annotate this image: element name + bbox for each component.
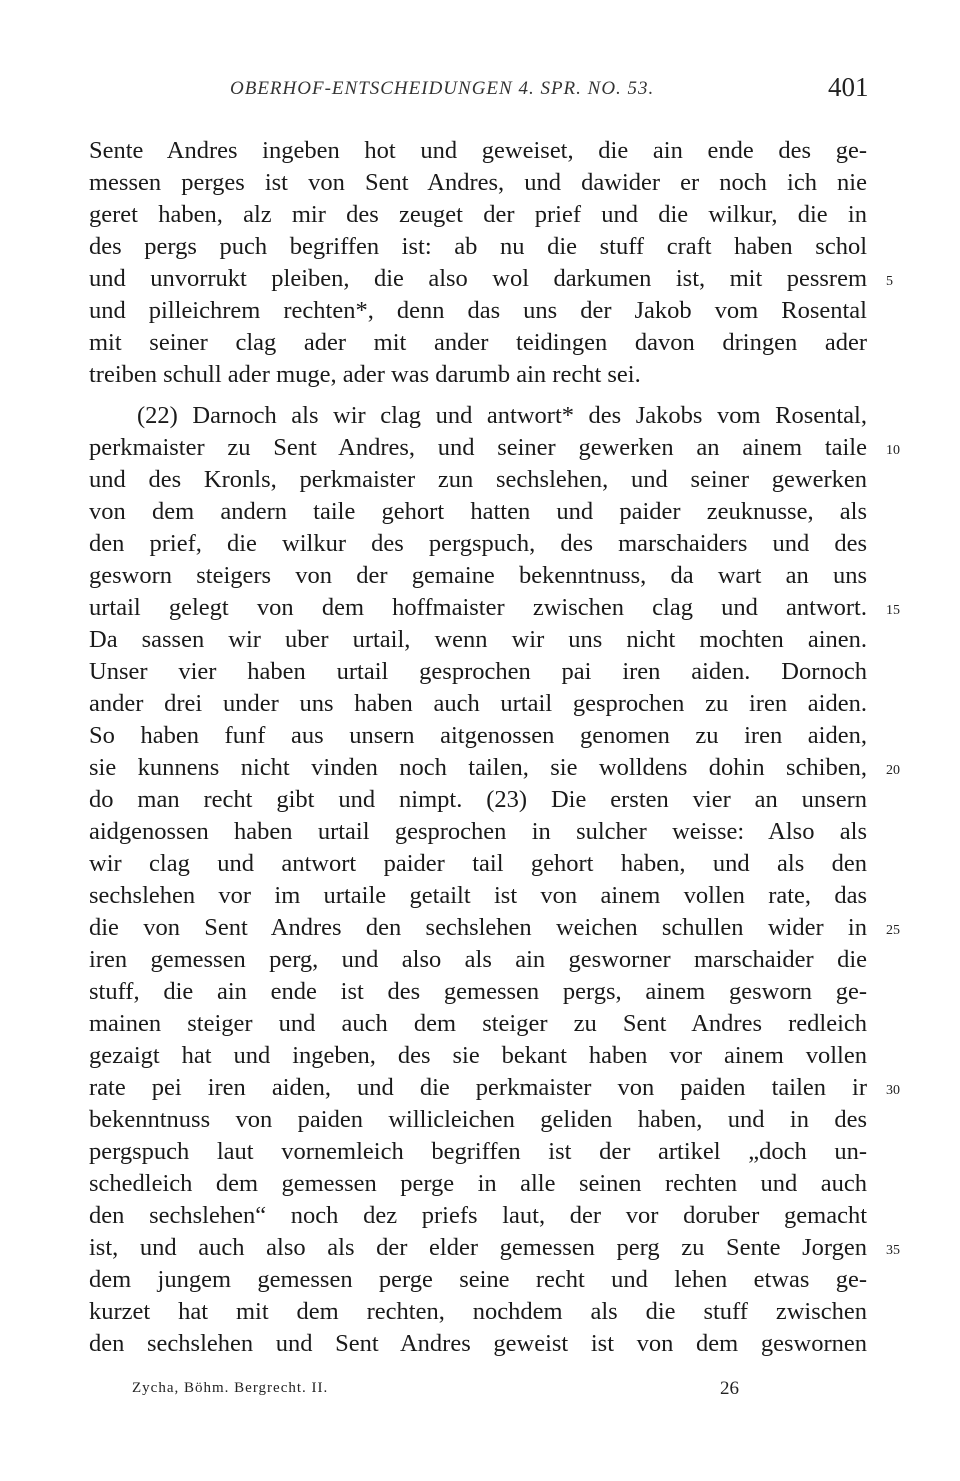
- text-line: Sente Andres ingeben hot und geweiset, die ain ende des ge-: [89, 137, 867, 164]
- text-line: kurzet hat mit dem rechten, nochdem als die stuff zwischen: [89, 1298, 867, 1325]
- line-number: 30: [886, 1083, 900, 1098]
- text-line: urtail gelegt von dem hoffmaister zwischen clag und antwort.: [89, 594, 867, 621]
- text-line: perkmaister zu Sent Andres, und seiner gewerken an ainem taile: [89, 434, 867, 461]
- text-line: mit seiner clag ader mit ander teidingen davon dringen ader: [89, 329, 867, 356]
- text-line: aidgenossen haben urtail gesprochen in sulcher weisse: Also als: [89, 818, 867, 845]
- text-line: ander drei under uns haben auch urtail gesprochen zu iren aiden.: [89, 690, 867, 717]
- text-line: iren gemessen perg, und also als ain gesworner marschaider die: [89, 946, 867, 973]
- text-line: und des Kronls, perkmaister zun sechslehen, und seiner gewerken: [89, 466, 867, 493]
- text-line: und unvorrukt pleiben, die also wol darkumen ist, mit pessrem: [89, 265, 867, 292]
- text-line: Da sassen wir uber urtail, wenn wir uns nicht mochten ainen.: [89, 626, 867, 653]
- text-line: treiben schull ader muge, ader was darumb ain recht sei.: [89, 361, 641, 388]
- line-number: 25: [886, 923, 900, 938]
- text-line: den sechslehen“ noch dez priefs laut, der vor doruber gemacht: [89, 1202, 867, 1229]
- text-line: dem jungem gemessen perge seine recht und lehen etwas ge-: [89, 1266, 867, 1293]
- text-line: sie kunnens nicht vinden noch tailen, sie wolldens dohin schiben,: [89, 754, 867, 781]
- text-line: do man recht gibt und nimpt. (23) Die ersten vier an unsern: [89, 786, 867, 813]
- text-line: den prief, die wilkur des pergspuch, des marschaiders und des: [89, 530, 867, 557]
- text-line: gezaigt hat und ingeben, des sie bekant haben vor ainem vollen: [89, 1042, 867, 1069]
- line-number: 20: [886, 763, 900, 778]
- signature-line: Zycha, Böhm. Bergrecht. II.: [132, 1380, 329, 1396]
- text-line: (22) Darnoch als wir clag und antwort* des Jakobs vom Rosental,: [137, 402, 867, 429]
- line-number: 5: [886, 274, 893, 289]
- text-line: schedleich dem gemessen perge in alle seinen rechten und auch: [89, 1170, 867, 1197]
- text-line: ist, und auch also als der elder gemessen perg zu Sente Jorgen: [89, 1234, 867, 1261]
- page-number: 401: [828, 72, 869, 102]
- text-line: und pilleichrem rechten*, denn das uns der Jakob vom Rosental: [89, 297, 867, 324]
- line-number: 35: [886, 1243, 900, 1258]
- text-line: den sechslehen und Sent Andres geweist ist von dem geswornen: [89, 1330, 867, 1357]
- text-line: Unser vier haben urtail gesprochen pai iren aiden. Dornoch: [89, 658, 867, 685]
- text-line: rate pei iren aiden, und die perkmaister von paiden tailen ir: [89, 1074, 867, 1101]
- text-line: die von Sent Andres den sechslehen weichen schullen wider in: [89, 914, 867, 941]
- text-line: wir clag und antwort paider tail gehort haben, und als den: [89, 850, 867, 877]
- text-line: pergspuch laut vornemleich begriffen ist der artikel „doch un-: [89, 1138, 867, 1165]
- line-number: 15: [886, 603, 900, 618]
- text-line: von dem andern taile gehort hatten und paider zeuknusse, als: [89, 498, 867, 525]
- text-line: So haben funf aus unsern aitgenossen genomen zu iren aiden,: [89, 722, 867, 749]
- line-number: 10: [886, 443, 900, 458]
- text-line: bekenntnuss von paiden willicleichen geliden haben, und in des: [89, 1106, 867, 1133]
- text-line: messen perges ist von Sent Andres, und dawider er noch ich nie: [89, 169, 867, 196]
- text-line: stuff, die ain ende ist des gemessen pergs, ainem gesworn ge-: [89, 978, 867, 1005]
- text-line: gesworn steigers von der gemaine bekenntnuss, da wart an uns: [89, 562, 867, 589]
- text-line: geret haben, alz mir des zeuget der prief und die wilkur, die in: [89, 201, 867, 228]
- text-line: sechslehen vor im urtaile getailt ist von ainem vollen rate, das: [89, 882, 867, 909]
- running-title: OBERHOF-ENTSCHEIDUNGEN 4. SPR. NO. 53.: [230, 78, 655, 99]
- text-line: mainen steiger und auch dem steiger zu Sent Andres redleich: [89, 1010, 867, 1037]
- sheet-number: 26: [720, 1378, 739, 1399]
- text-line: des pergs puch begriffen ist: ab nu die stuff craft haben schol: [89, 233, 867, 260]
